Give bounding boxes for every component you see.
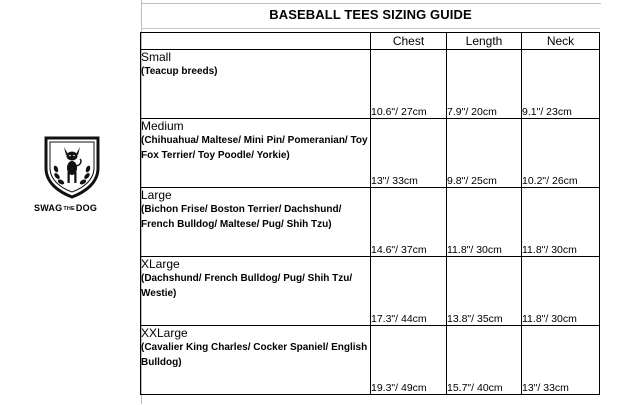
brand-logo (34, 135, 118, 213)
table-row (141, 50, 600, 119)
size-breeds: (Chihuahua/ Maltese/ Mini Pin/ Pomeranian/ Toy Fox Terrier/ Toy Poodle/ Yorkie) (141, 135, 368, 161)
header-blank-cell (141, 33, 371, 50)
size-breeds: (Bichon Frise/ Boston Terrier/ Dachshund/ French Bulldog/ Maltese/ Pug/ Shih Tzu) (141, 204, 342, 230)
chest-value: 17.3"/ 44cm (371, 257, 447, 326)
neck-value: 13"/ 33cm (522, 326, 600, 395)
length-value: 13.8"/ 35cm (447, 257, 522, 326)
neck-value: 10.2"/ 26cm (522, 119, 600, 188)
neck-value: 9.1"/ 23cm (522, 50, 600, 119)
size-name: XLarge (141, 257, 180, 271)
size-breeds: (Dachshund/ French Bulldog/ Pug/ Shih Tzu/ Westie) (141, 273, 353, 299)
column-header-chest: Chest (371, 33, 447, 50)
chest-value: 14.6"/ 37cm (371, 188, 447, 257)
neck-value: 11.8"/ 30cm (522, 257, 600, 326)
length-value: 9.8"/ 25cm (447, 119, 522, 188)
table-row (141, 188, 600, 257)
size-cell (141, 326, 371, 395)
chest-value: 13"/ 33cm (371, 119, 447, 188)
size-name: Small (141, 50, 172, 64)
size-cell (141, 257, 371, 326)
column-header-neck: Neck (522, 33, 600, 50)
size-name: Medium (141, 119, 184, 133)
table-row (141, 119, 600, 188)
size-name: XXLarge (141, 326, 188, 340)
sizing-table (140, 32, 600, 395)
size-cell (141, 188, 371, 257)
neck-value: 11.8"/ 30cm (522, 188, 600, 257)
chest-value: 19.3"/ 49cm (371, 326, 447, 395)
table-row (141, 257, 600, 326)
size-breeds: (Teacup breeds) (141, 66, 218, 77)
brand-name: SWAGTHEDOG (34, 203, 98, 213)
top-divider (141, 3, 601, 4)
page-title: BASEBALL TEES SIZING GUIDE (269, 7, 472, 22)
size-name: Large (141, 188, 172, 202)
size-breeds: (Cavalier King Charles/ Cocker Spaniel/ English Bulldog) (141, 342, 368, 368)
length-value: 7.9"/ 20cm (447, 50, 522, 119)
length-value: 11.8"/ 30cm (447, 188, 522, 257)
table-row (141, 326, 600, 395)
title-divider (141, 28, 600, 29)
dog-shield-icon (42, 135, 102, 199)
chest-value: 10.6"/ 27cm (371, 50, 447, 119)
column-header-length: Length (447, 33, 522, 50)
length-value: 15.7"/ 40cm (447, 326, 522, 395)
size-cell (141, 119, 371, 188)
size-cell (141, 50, 371, 119)
